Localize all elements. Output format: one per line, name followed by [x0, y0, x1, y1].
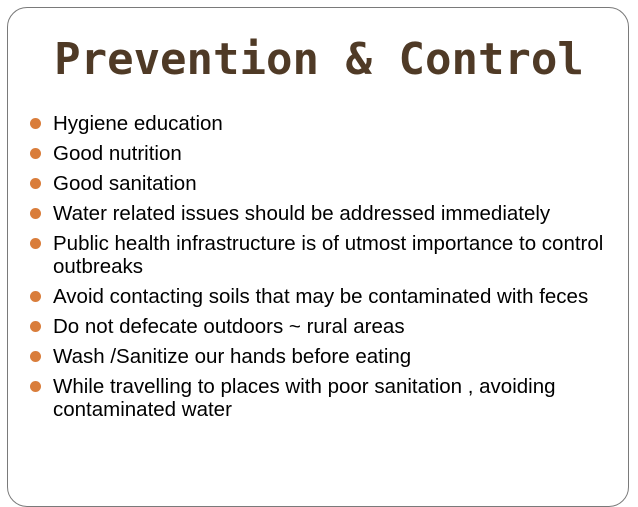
list-item [27, 285, 617, 308]
bullet-text: Public health infrastructure is of utmost importance to control outbreaks [53, 232, 604, 278]
list-item [27, 315, 617, 338]
bullet-text: Good sanitation [53, 172, 197, 195]
bullet-text: Avoid contacting soils that may be contaminated with feces [53, 285, 589, 308]
list-item [27, 172, 617, 195]
list-item [27, 345, 617, 368]
bullet-text: Good nutrition [53, 142, 182, 165]
list-item [27, 232, 617, 278]
slide-title: Prevention & Control [54, 34, 584, 85]
bullet-dot-icon [30, 208, 41, 219]
bullet-dot-icon [30, 148, 41, 159]
bullet-dot-icon [30, 238, 41, 249]
bullet-dot-icon [30, 321, 41, 332]
bullet-dot-icon [30, 118, 41, 129]
bullet-text: Water related issues should be addressed immediately [53, 202, 551, 225]
bullet-list [27, 112, 617, 428]
list-item [27, 202, 617, 225]
bullet-dot-icon [30, 291, 41, 302]
list-item [27, 112, 617, 135]
bullet-dot-icon [30, 381, 41, 392]
bullet-text: Do not defecate outdoors ~ rural areas [53, 315, 405, 338]
bullet-text: Wash /Sanitize our hands before eating [53, 345, 412, 368]
bullet-text: While travelling to places with poor sanitation , avoiding contaminated water [53, 375, 556, 421]
list-item [27, 375, 617, 421]
bullet-text: Hygiene education [53, 112, 223, 135]
bullet-dot-icon [30, 178, 41, 189]
bullet-dot-icon [30, 351, 41, 362]
list-item [27, 142, 617, 165]
